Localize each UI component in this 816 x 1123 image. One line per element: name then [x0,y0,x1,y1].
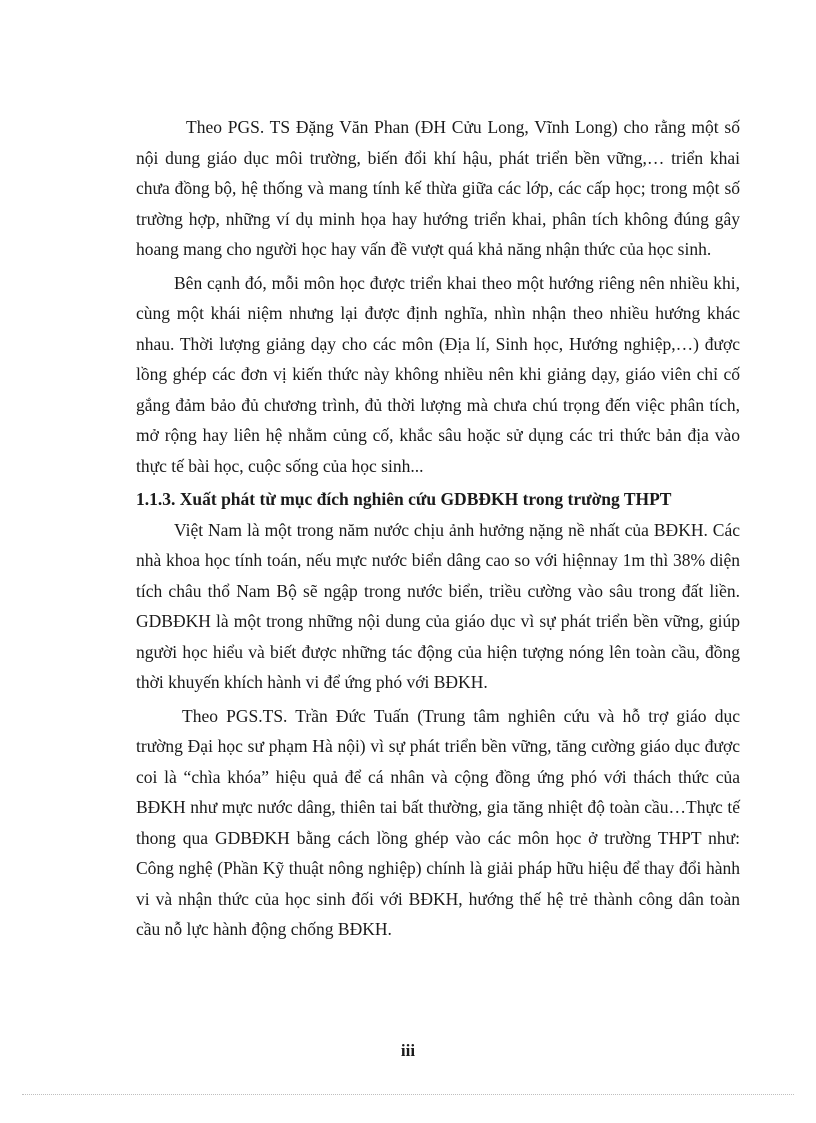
section-heading: 1.1.3. Xuất phát từ mục đích nghiên cứu GDBĐKH trong trường THPT [136,489,672,509]
paragraph-4: Theo PGS.TS. Trần Đức Tuấn (Trung tâm nghiên cứu và hỗ trợ giáo dục trường Đại học sư phạm Hà nội) vì sự phát triển bền vững, tăng cường giáo dục được coi là “chìa khóa” hiệu quả để cá nhân và cộng đồng ứng phó với thách thức của BĐKH như mực nước dâng, thiên tai bất thường, gia tăng nhiệt độ toàn cầu…Thực tế thong qua GDBĐKH bằng cách lồng ghép vào các môn học ở trường THPT như: Công nghệ (Phần Kỹ thuật nông nghiệp) chính là giải pháp hữu hiệu để thay đổi hành vi và nhận thức của học sinh đối với BĐKH, hướng thế hệ trẻ thành công dân toàn cầu nỗ lực hành động chống BĐKH. [136,705,740,939]
footer-divider [22,1094,794,1095]
paragraph-1: Theo PGS. TS Đặng Văn Phan (ĐH Cửu Long, Vĩnh Long) cho rằng một số nội dung giáo dục môi trường, biến đổi khí hậu, phát triển bền vững,… triển khai chưa đồng bộ, hệ thống và mang tính kế thừa giữa các lớp, các cấp học; trong một số trường hợp, những ví dụ minh họa hay hướng triển khai, phân tích không đúng gây hoang mang cho người học hay vấn đề vượt quá khả năng nhận thức của học sinh. [136,117,740,259]
page-number: iii [400,1041,416,1060]
body-text [136,112,740,948]
paragraph-3: Việt Nam là một trong năm nước chịu ảnh hưởng nặng nề nhất của BĐKH. Các nhà khoa học tính toán, nếu mực nước biển dâng cao so với hiệnnay 1m thì 38% diện tích châu thổ Nam Bộ sẽ ngập trong nước biển, triều cường vào sâu trong đất liền. GDBĐKH là một trong những nội dung của giáo dục vì sự phát triển bền vững, giúp người học hiểu và biết được những tác động của hiện tượng nóng lên toàn cầu, đồng thời khuyến khích hành vi để ứng phó với BĐKH. [136,519,740,692]
paragraph-2: Bên cạnh đó, mỗi môn học được triển khai theo một hướng riêng nên nhiều khi, cùng một khái niệm nhưng lại được định nghĩa, nhìn nhận theo nhiều hướng khác nhau. Thời lượng giảng dạy cho các môn (Địa lí, Sinh học, Hướng nghiệp,…) được lồng ghép các đơn vị kiến thức này không nhiều nên khi giảng dạy, giáo viên chỉ cố gắng đảm bảo đủ chương trình, đủ thời lượng mà chưa chú trọng đến việc phân tích, mở rộng hay liên hệ nhằm củng cố, khắc sâu hoặc sử dụng các tri thức bản địa vào thực tế bài học, cuộc sống của học sinh... [136,272,740,476]
